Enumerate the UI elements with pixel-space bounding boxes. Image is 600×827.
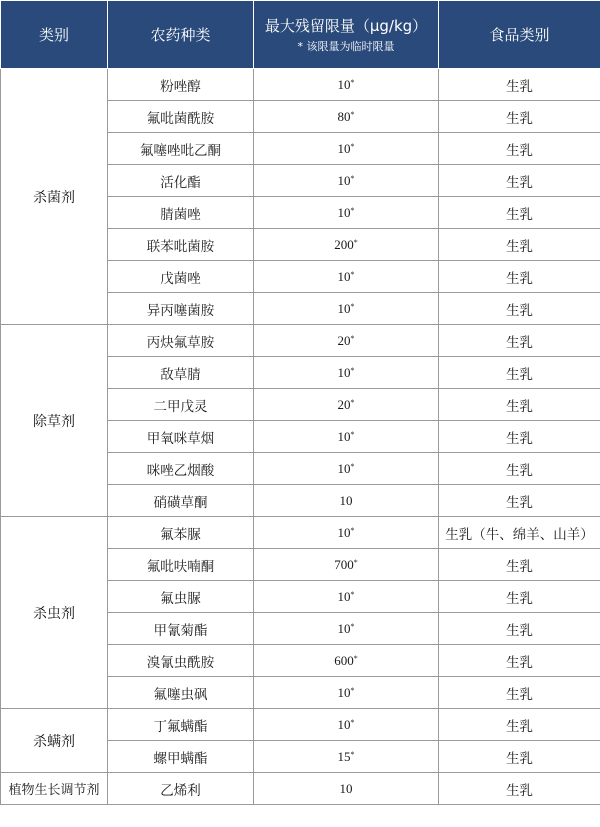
food-cell: 生乳 [439, 549, 600, 581]
header-food: 食品类别 [439, 1, 600, 69]
limit-cell [254, 357, 439, 389]
limit-value: 10 [337, 204, 351, 220]
limit-cell [254, 389, 439, 421]
food-cell: 生乳 [439, 453, 600, 485]
category-cell: 杀螨剂 [1, 709, 108, 773]
provisional-mark: * [350, 717, 355, 727]
provisional-mark: * [350, 397, 355, 407]
provisional-mark: * [350, 109, 355, 119]
header-limit [254, 1, 439, 69]
food-cell: 生乳 [439, 101, 600, 133]
limit-cell [254, 677, 439, 709]
limit-value: 10 [337, 588, 351, 604]
category-cell: 杀虫剂 [1, 517, 108, 709]
table-row [1, 325, 600, 357]
provisional-mark: * [350, 141, 355, 151]
food-cell: 生乳 [439, 773, 600, 805]
food-cell: 生乳 [439, 485, 600, 517]
limit-cell [254, 69, 439, 101]
limit-value: 10 [337, 76, 351, 92]
limit-cell [254, 325, 439, 357]
pesticide-cell: 粉唑醇 [108, 69, 254, 101]
provisional-mark: * [353, 653, 358, 663]
limit-value: 20 [337, 396, 351, 412]
food-cell: 生乳 [439, 229, 600, 261]
limit-cell [254, 645, 439, 677]
food-cell: 生乳 [439, 357, 600, 389]
limit-cell [254, 133, 439, 165]
provisional-mark: * [350, 685, 355, 695]
limit-value: 10 [337, 716, 351, 732]
table-body [1, 69, 600, 805]
limit-cell [254, 261, 439, 293]
pesticide-cell: 氟吡菌酰胺 [108, 101, 254, 133]
limit-value: 20 [337, 332, 351, 348]
food-cell: 生乳 [439, 325, 600, 357]
food-cell: 生乳 [439, 581, 600, 613]
provisional-mark: * [350, 205, 355, 215]
food-cell: 生乳 [439, 165, 600, 197]
limit-cell [254, 581, 439, 613]
limit-value: 10 [337, 364, 351, 380]
pesticide-cell: 甲氧咪草烟 [108, 421, 254, 453]
limit-value: 10 [337, 684, 351, 700]
header-limit-note: * 该限量为临时限量 [297, 40, 395, 53]
pesticide-cell: 活化酯 [108, 165, 254, 197]
header-pesticide: 农药种类 [108, 1, 254, 69]
limit-cell [254, 773, 439, 805]
category-cell: 植物生长调节剂 [1, 773, 108, 805]
pesticide-cell: 腈菌唑 [108, 197, 254, 229]
food-cell: 生乳 [439, 613, 600, 645]
limit-cell [254, 197, 439, 229]
provisional-mark: * [350, 365, 355, 375]
limit-value: 10 [337, 300, 351, 316]
limit-cell [254, 741, 439, 773]
food-cell: 生乳 [439, 677, 600, 709]
food-cell: 生乳（牛、绵羊、山羊） [439, 517, 600, 549]
provisional-mark: * [350, 461, 355, 471]
limit-cell [254, 709, 439, 741]
limit-cell [254, 613, 439, 645]
table-header [1, 1, 600, 69]
food-cell: 生乳 [439, 389, 600, 421]
limit-cell [254, 549, 439, 581]
pesticide-cell: 螺甲螨酯 [108, 741, 254, 773]
limit-value: 700 [334, 556, 354, 572]
pesticide-cell: 氟噻虫砜 [108, 677, 254, 709]
food-cell: 生乳 [439, 741, 600, 773]
limit-value: 200 [334, 236, 354, 252]
limit-cell [254, 517, 439, 549]
limit-value: 10 [337, 524, 351, 540]
table-row [1, 773, 600, 805]
header-limit-title: 最大残留限量（μg/kg） [264, 17, 428, 35]
limit-value: 10 [337, 620, 351, 636]
limit-value: 15 [337, 748, 351, 764]
limit-cell [254, 293, 439, 325]
pesticide-cell: 氟苯脲 [108, 517, 254, 549]
limit-cell [254, 453, 439, 485]
food-cell: 生乳 [439, 69, 600, 101]
food-cell: 生乳 [439, 261, 600, 293]
pesticide-cell: 乙烯利 [108, 773, 254, 805]
provisional-mark: * [350, 429, 355, 439]
limit-cell [254, 165, 439, 197]
limit-value: 10 [339, 492, 353, 508]
provisional-mark: * [350, 525, 355, 535]
limit-cell [254, 485, 439, 517]
pesticide-cell: 二甲戊灵 [108, 389, 254, 421]
limit-value: 600 [334, 652, 354, 668]
header-category: 类别 [1, 1, 108, 69]
provisional-mark: * [350, 173, 355, 183]
provisional-mark: * [350, 269, 355, 279]
limit-value: 10 [339, 780, 353, 796]
pesticide-cell: 咪唑乙烟酸 [108, 453, 254, 485]
food-cell: 生乳 [439, 293, 600, 325]
pesticide-cell: 联苯吡菌胺 [108, 229, 254, 261]
pesticide-cell: 丙炔氟草胺 [108, 325, 254, 357]
provisional-mark: * [350, 749, 355, 759]
limit-value: 10 [337, 460, 351, 476]
table-row [1, 517, 600, 549]
pesticide-cell: 甲氰菊酯 [108, 613, 254, 645]
table-row [1, 709, 600, 741]
pesticide-cell: 异丙噻菌胺 [108, 293, 254, 325]
limit-value: 10 [337, 428, 351, 444]
provisional-mark: * [350, 301, 355, 311]
category-cell: 除草剂 [1, 325, 108, 517]
limit-cell [254, 229, 439, 261]
limit-value: 80 [337, 108, 351, 124]
provisional-mark: * [353, 237, 358, 247]
food-cell: 生乳 [439, 645, 600, 677]
limit-cell [254, 421, 439, 453]
header-row [1, 1, 600, 69]
pesticide-cell: 戊菌唑 [108, 261, 254, 293]
provisional-mark: * [350, 77, 355, 87]
food-cell: 生乳 [439, 421, 600, 453]
provisional-mark: * [353, 557, 358, 567]
food-cell: 生乳 [439, 133, 600, 165]
limit-value: 10 [337, 140, 351, 156]
pesticide-cell: 硝磺草酮 [108, 485, 254, 517]
pesticide-cell: 溴氰虫酰胺 [108, 645, 254, 677]
food-cell: 生乳 [439, 709, 600, 741]
provisional-mark: * [350, 621, 355, 631]
table-row [1, 69, 600, 101]
food-cell: 生乳 [439, 197, 600, 229]
limit-cell [254, 101, 439, 133]
pesticide-cell: 丁氟螨酯 [108, 709, 254, 741]
provisional-mark: * [350, 589, 355, 599]
limit-value: 10 [337, 172, 351, 188]
pesticide-cell: 敌草腈 [108, 357, 254, 389]
pesticide-cell: 氟虫脲 [108, 581, 254, 613]
pesticide-cell: 氟噻唑吡乙酮 [108, 133, 254, 165]
category-cell: 杀菌剂 [1, 69, 108, 325]
limit-value: 10 [337, 268, 351, 284]
pesticide-cell: 氟吡呋喃酮 [108, 549, 254, 581]
provisional-mark: * [350, 333, 355, 343]
